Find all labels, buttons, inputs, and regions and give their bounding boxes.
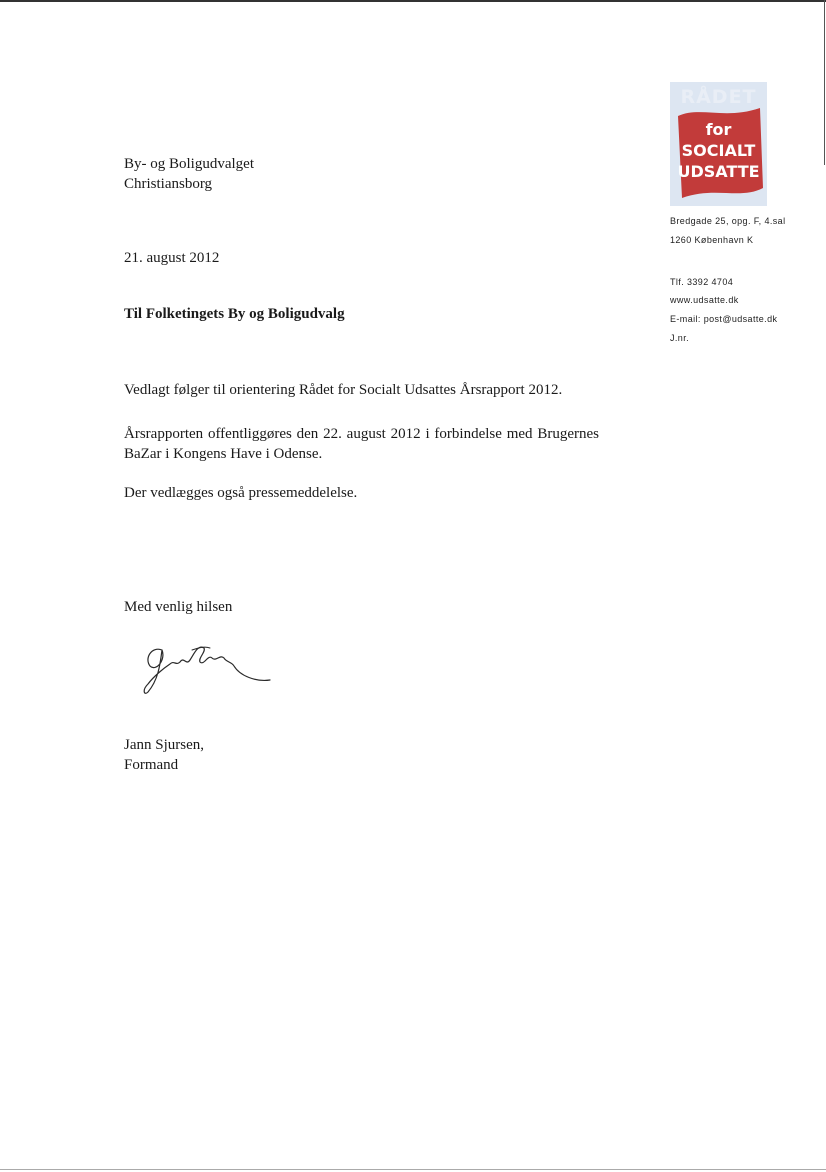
logo-text-udsatte: UDSATTE: [677, 162, 760, 181]
sender-journal-number: J.nr.: [670, 333, 690, 343]
closing-salutation: Med venlig hilsen: [124, 599, 233, 615]
signer-block: [124, 735, 204, 775]
sender-phone: Tlf. 3392 4704: [670, 277, 734, 287]
sender-website-link[interactable]: www.udsatte.dk: [670, 295, 739, 305]
recipient-location: Christiansborg: [124, 176, 213, 192]
letter-date: 21. august 2012: [124, 250, 220, 266]
signer-title: Formand: [124, 757, 179, 773]
sender-address-street: Bredgade 25, opg. F, 4.sal: [670, 216, 786, 226]
signer-name: Jann Sjursen,: [124, 737, 204, 753]
body-paragraph-3: Der vedlægges også pressemeddelelse.: [124, 485, 358, 501]
logo-text-for: for: [705, 120, 732, 139]
logo-text-raadet: RÅDET: [680, 86, 757, 108]
recipient-block: [124, 154, 254, 194]
handwritten-signature: [140, 636, 280, 698]
page-right-edge: [824, 0, 825, 165]
body-paragraph-1: Vedlagt følger til orientering Rådet for Socialt Udsattes Årsrapport 2012.: [124, 382, 563, 398]
logo: [670, 82, 767, 206]
sender-address-city: 1260 København K: [670, 235, 754, 245]
recipient-name: By- og Boligudvalget: [124, 156, 254, 172]
sender-email-link[interactable]: E-mail: post@udsatte.dk: [670, 314, 778, 324]
letter-subject: Til Folketingets By og Boligudvalg: [124, 306, 345, 322]
page-top-edge: [0, 0, 826, 2]
logo-text-socialt: SOCIALT: [681, 141, 756, 160]
page-bottom-edge: [0, 1169, 826, 1170]
body-paragraph-2: Årsrapporten offentliggøres den 22. august 2012 i forbindelse med Brugernes BaZar i Kongens Have i Odense.: [124, 426, 599, 462]
